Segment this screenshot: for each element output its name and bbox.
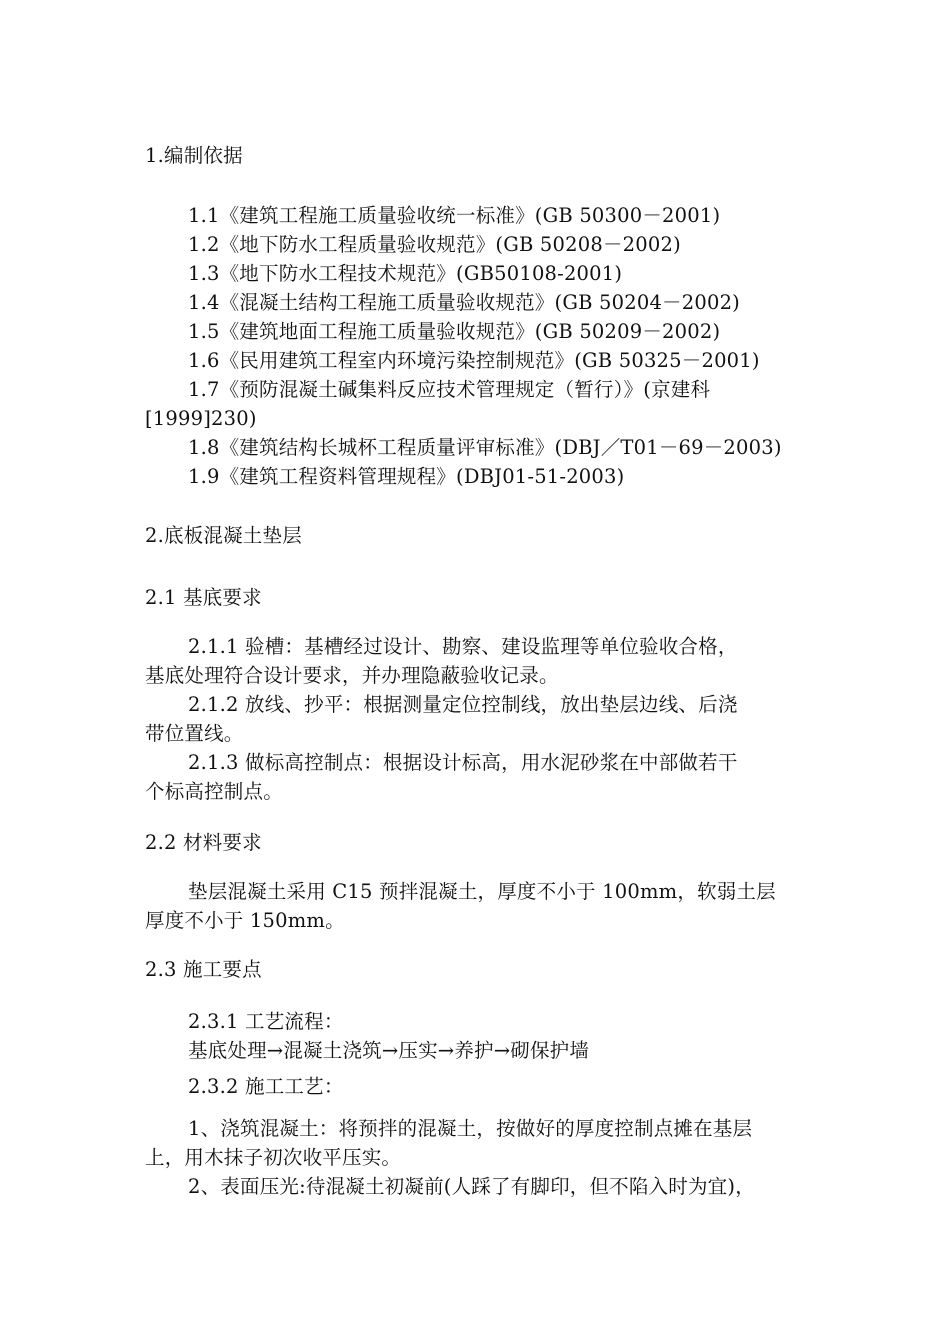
reference-item: 1.6《民用建筑工程室内环境污染控制规范》(GB 50325－2001) [188, 349, 760, 372]
section-heading-cushion: 2.底板混凝土垫层 [145, 524, 302, 547]
reference-item: 1.4《混凝土结构工程施工质量验收规范》(GB 50204－2002) [188, 291, 740, 314]
paragraph-line: 上，用木抹子初次收平压实。 [145, 1146, 402, 1169]
reference-item: 1.2《地下防水工程质量验收规范》(GB 50208－2002) [188, 233, 681, 256]
reference-item: 1.3《地下防水工程技术规范》(GB50108-2001) [188, 262, 623, 285]
paragraph-line: 垫层混凝土采用 C15 预拌混凝土，厚度不小于 100mm，软弱土层 [188, 880, 776, 903]
reference-item: 1.7《预防混凝土碱集料反应技术管理规定（暂行）》(京建科 [188, 378, 711, 401]
paragraph-line: 个标高控制点。 [145, 780, 283, 803]
reference-item: 1.9《建筑工程资料管理规程》(DBJ01-51-2003) [188, 465, 625, 488]
paragraph-line: 2.1.1 验槽：基槽经过设计、勘察、建设监理等单位验收合格， [188, 635, 738, 658]
construction-craft-title: 2.3.2 施工工艺： [188, 1075, 344, 1098]
paragraph-line: 1、浇筑混凝土：将预拌的混凝土，按做好的厚度控制点摊在基层 [188, 1117, 753, 1140]
subsection-heading-construction: 2.3 施工要点 [145, 958, 262, 981]
subsection-heading-material: 2.2 材料要求 [145, 831, 262, 854]
reference-item-continuation: [1999]230) [145, 407, 257, 430]
reference-item: 1.5《建筑地面工程施工质量验收规范》(GB 50209－2002) [188, 320, 721, 343]
paragraph-line: 带位置线。 [145, 722, 244, 745]
paragraph-line: 基底处理符合设计要求，并办理隐蔽验收记录。 [145, 664, 559, 687]
process-flow: 基底处理→混凝土浇筑→压实→养护→砌保护墙 [188, 1039, 590, 1062]
subsection-heading-base: 2.1 基底要求 [145, 586, 262, 609]
paragraph-line: 厚度不小于 150mm。 [145, 909, 345, 932]
process-flow-title: 2.3.1 工艺流程： [188, 1010, 344, 1033]
paragraph-line: 2、表面压光:待混凝土初凝前(人踩了有脚印，但不陷入时为宜)， [188, 1175, 755, 1198]
reference-item: 1.8《建筑结构长城杯工程质量评审标准》(DBJ／T01－69－2003) [188, 436, 782, 459]
section-heading-basis: 1.编制依据 [145, 144, 243, 167]
reference-item: 1.1《建筑工程施工质量验收统一标准》(GB 50300－2001) [188, 204, 721, 227]
paragraph-line: 2.1.3 做标高控制点：根据设计标高，用水泥砂浆在中部做若干 [188, 751, 738, 774]
paragraph-line: 2.1.2 放线、抄平：根据测量定位控制线，放出垫层边线、后浇 [188, 693, 738, 716]
